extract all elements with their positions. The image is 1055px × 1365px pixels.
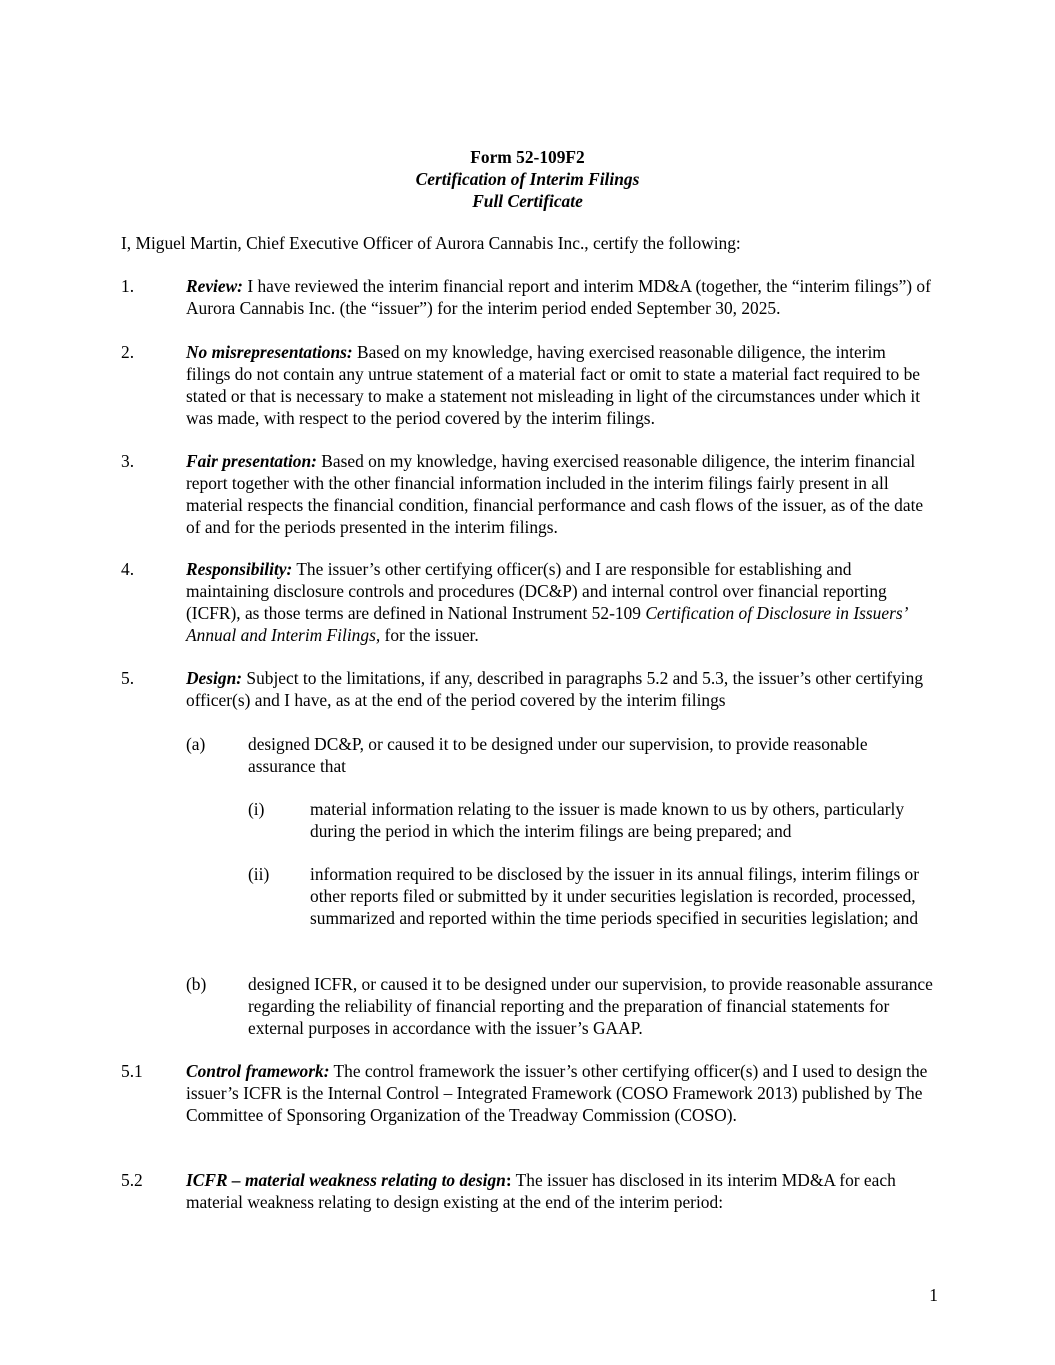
paragraph-heading: Design: — [186, 668, 243, 688]
paragraph-number: 2. — [121, 342, 135, 362]
paragraph-number: 4. — [121, 559, 135, 579]
paragraph-text-end: for the issuer. — [380, 625, 479, 645]
page-number: 1 — [929, 1285, 938, 1305]
sub-sub-item-label: (ii) — [248, 864, 270, 884]
sub-sub-item-label: (i) — [248, 799, 265, 819]
paragraph-number: 5. — [121, 668, 135, 688]
paragraph-body — [186, 275, 931, 319]
paragraph-body — [186, 667, 931, 711]
paragraph-text: The issuer has disclosed in its interim MD&A for each material weakness relating to design existing at the end of the interim period: — [186, 1170, 896, 1212]
paragraph-text: Based on my knowledge, having exercised reasonable diligence, the interim financial report together with the other financial information included in the interim filings fairly present in all material respects the financial condition, financial performance and cash flows of the issuer, as of the date of and for the periods presented in the interim filings. — [186, 451, 924, 537]
paragraph-body — [186, 558, 931, 646]
sub-sub-item-text: material information relating to the issuer is made known to us by others, particularly during the period in which the interim filings are being prepared; and — [310, 799, 905, 841]
paragraph-heading: Responsibility: — [186, 559, 293, 579]
sub-item-label: (a) — [186, 734, 206, 754]
paragraph-body — [186, 450, 931, 538]
form-title: Form 52-109F2 — [470, 147, 585, 167]
paragraph-number: 3. — [121, 451, 135, 471]
paragraph-heading: Control framework: — [186, 1061, 330, 1081]
intro-statement: I, Miguel Martin, Chief Executive Officer of Aurora Cannabis Inc., certify the following: — [121, 233, 741, 253]
paragraph-body — [186, 341, 931, 429]
paragraph-number: 5.1 — [121, 1061, 143, 1081]
paragraph-number: 5.2 — [121, 1170, 143, 1190]
paragraph-heading: ICFR – material weakness relating to design — [186, 1170, 506, 1190]
paragraph-text: Based on my knowledge, having exercised reasonable diligence, the interim filings do not contain any untrue statement of a material fact or omit to state a material fact required to be stated or that is necessary to make a statement not misleading in light of the circumstances under which it was made, with respect to the period covered by the interim filings. — [186, 342, 921, 428]
instrument-title: Certification of Disclosure in Issuers’ Annual and Interim Filings, — [186, 603, 907, 645]
paragraph-heading: Review: — [186, 276, 243, 296]
paragraph-body — [186, 1060, 931, 1126]
paragraph-body — [186, 1169, 931, 1213]
paragraph-text: I have reviewed the interim financial report and interim MD&A (together, the “interim filings”) of Aurora Cannabis Inc. (the “issuer”) for the interim period ended September 30, 2025. — [186, 276, 931, 318]
paragraph-heading-colon: : — [505, 1170, 512, 1190]
paragraph-text: The control framework the issuer’s other certifying officer(s) and I used to design the issuer’s ICFR is the Internal Control – Integrated Framework (COSO Framework 2013) published by The Committee of Sponsoring Organization of the Treadway Commission (COSO). — [186, 1061, 928, 1125]
sub-item-label: (b) — [186, 974, 207, 994]
paragraph-heading: Fair presentation: — [186, 451, 317, 471]
paragraph-text: Subject to the limitations, if any, described in paragraphs 5.2 and 5.3, the issuer’s other certifying officer(s) and I have, as at the end of the period covered by the interim filings — [186, 668, 924, 710]
form-subtitle: Certification of Interim Filings — [415, 169, 640, 189]
sub-item-text: designed DC&P, or caused it to be designed under our supervision, to provide reasonable assurance that — [248, 734, 868, 776]
paragraph-number: 1. — [121, 276, 135, 296]
paragraph-heading: No misrepresentations: — [186, 342, 353, 362]
sub-item-text: designed ICFR, or caused it to be designed under our supervision, to provide reasonable assurance regarding the reliability of financial reporting and the preparation of financial statements for external purposes in accordance with the issuer’s GAAP. — [248, 974, 933, 1038]
sub-sub-item-text: information required to be disclosed by the issuer in its annual filings, interim filings or other reports filed or submitted by it under securities legislation is recorded, processed, summarized and reported within the time periods specified in securities legislation; and — [310, 864, 920, 928]
paragraph-text: The issuer’s other certifying officer(s) and I are responsible for establishing and maintaining disclosure controls and procedures (DC&P) and internal control over financial reporting (ICFR), as those terms are defined in National Instrument 52-109 — [186, 559, 887, 623]
form-subtitle-2: Full Certificate — [472, 191, 583, 211]
